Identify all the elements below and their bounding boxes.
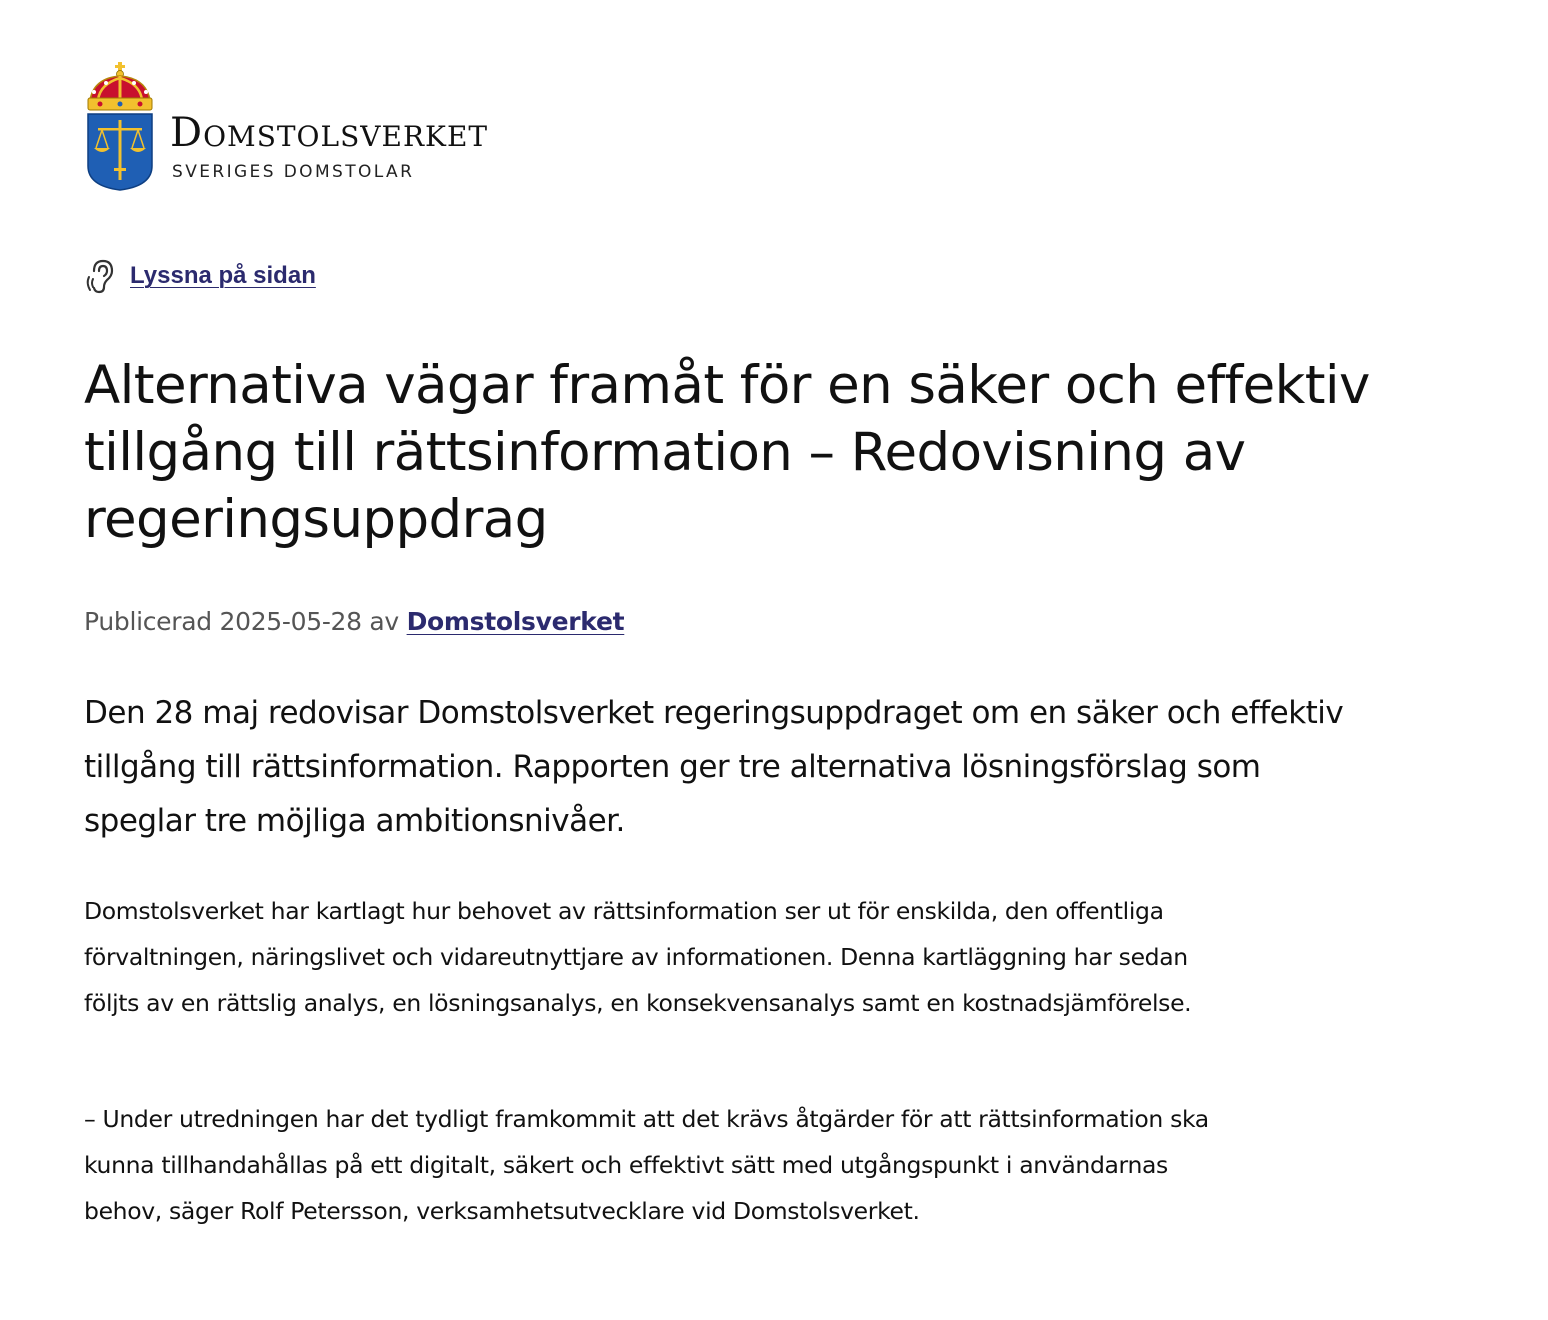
ear-icon: [84, 257, 120, 295]
article-paragraph: – Under utredningen har det tydligt framkommit att det krävs åtgärder för att rättsinformation ska kunna tillhandahållas på ett digitalt, säkert och effektivt sätt med utgångspunkt i användarnas behov, säger Rolf Petersson, verksamhetsutvecklare vid Domstolsverket.: [84, 1105, 1209, 1225]
listen-link[interactable]: Lyssna på sidan: [130, 262, 316, 289]
article-paragraph: Domstolsverket har kartlagt hur behovet av rättsinformation ser ut för enskilda, den offentliga förvaltningen, näringslivet och vidareutnyttjare av informationen. Denna kartläggning har sedan följts av en rättslig analys, en lösningsanalys, en konsekvensanalys samt en kostnadsjämförelse.: [84, 897, 1192, 1017]
listen-widget[interactable]: [84, 256, 316, 296]
author-link[interactable]: Domstolsverket: [406, 607, 625, 636]
publish-date-text: Publicerad 2025-05-28 av: [84, 607, 399, 636]
publish-meta: [84, 604, 624, 640]
page-title: Alternativa vägar framåt för en säker och effektiv tillgång till rättsinformation – Redovisning av regeringsuppdrag: [84, 355, 1370, 550]
site-logo[interactable]: [84, 62, 624, 192]
article-lead: Den 28 maj redovisar Domstolsverket regeringsuppdraget om en säker och effektiv tillgång till rättsinformation. Rapporten ger tre alternativa lösningsförslag som speglar tre möjliga ambitionsnivåer.: [84, 695, 1344, 839]
logo-name: Domstolsverket: [170, 110, 489, 156]
logo-subtitle: SVERIGES DOMSTOLAR: [172, 162, 415, 182]
coat-of-arms-icon: [84, 62, 156, 192]
logo-text: [170, 62, 488, 182]
